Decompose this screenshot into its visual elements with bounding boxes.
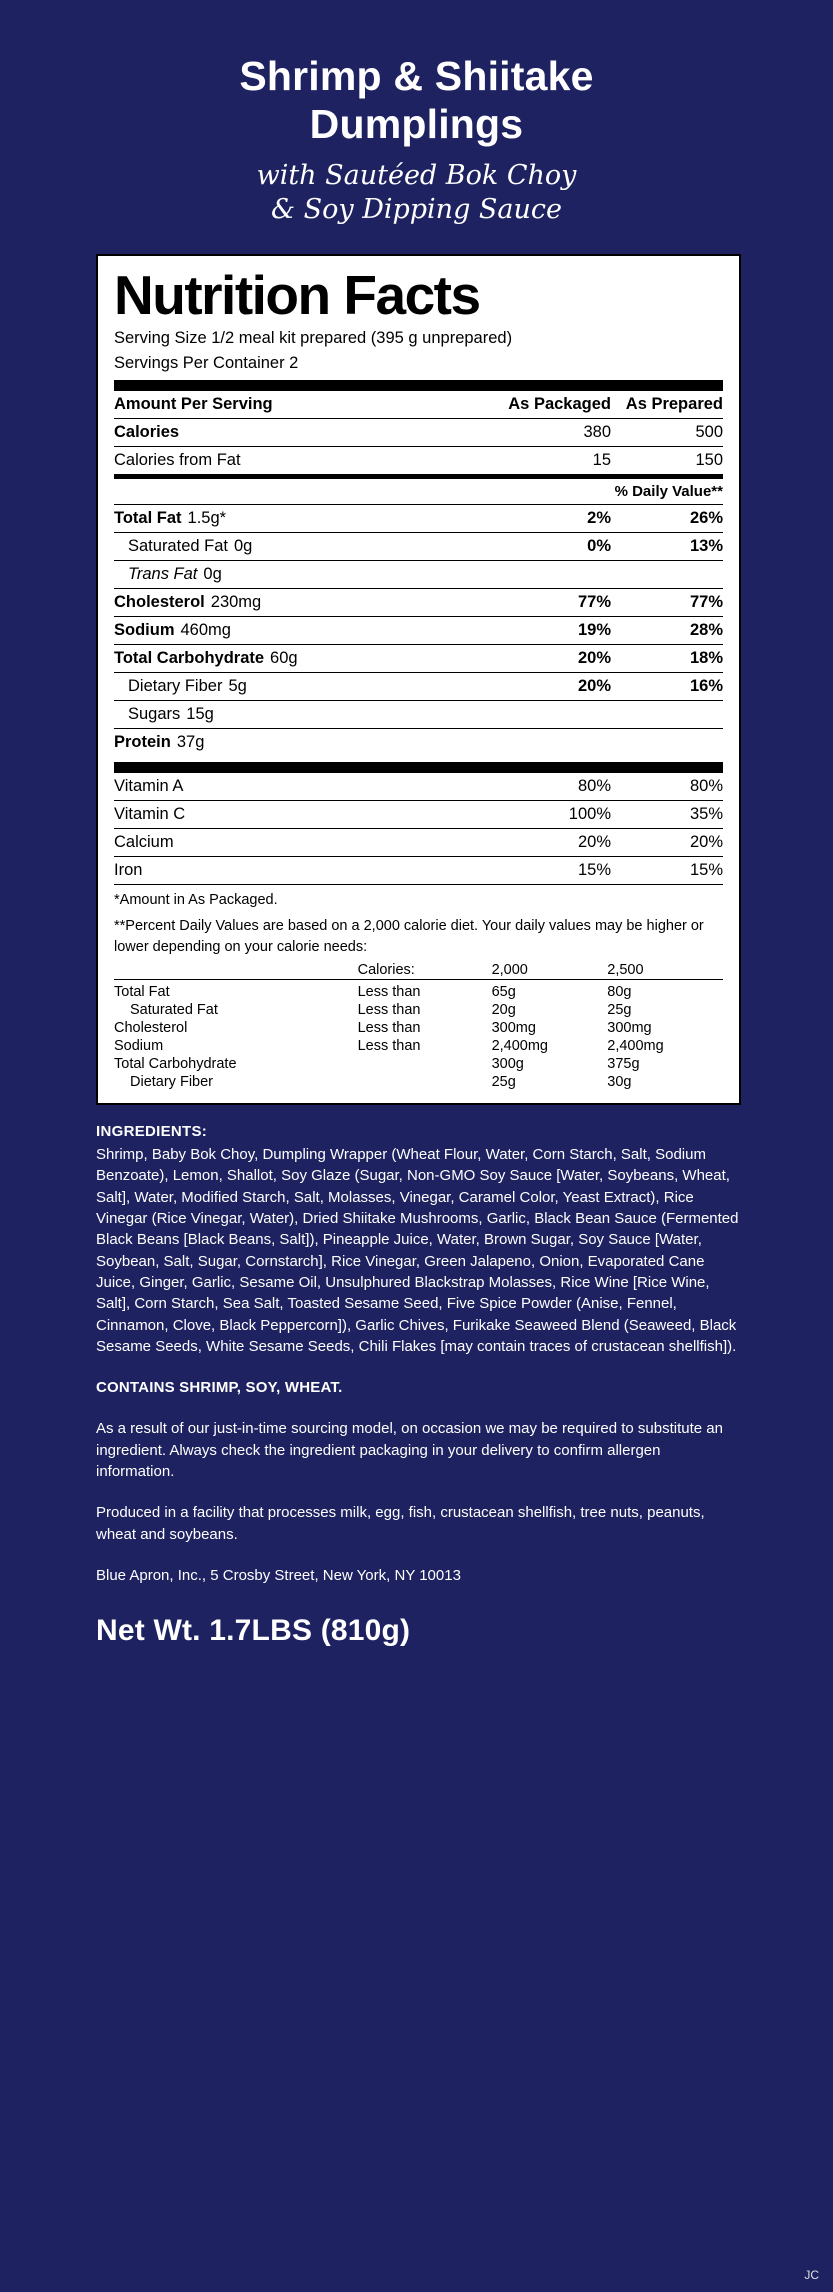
row-label-vitamin-c: Vitamin C	[114, 800, 471, 828]
row-label-sodium: Sodium	[114, 620, 175, 639]
amount-per-serving-label: Amount Per Serving	[114, 391, 471, 419]
dv-row-cholesterol	[114, 1019, 723, 1037]
table-row-calories	[114, 418, 723, 446]
cholesterol-packaged: 77%	[471, 588, 611, 616]
row-qty-total-fat: 1.5g*	[187, 508, 227, 527]
dv-2000-saturated-fat: 20g	[491, 1001, 516, 1018]
nutrition-table-header	[114, 391, 723, 419]
table-row-dietary-fiber	[114, 672, 723, 700]
iron-prepared: 15%	[611, 856, 723, 884]
ingredients-section	[96, 1121, 741, 1586]
daily-value-header-row	[114, 479, 723, 505]
dv-row-saturated-fat	[114, 1001, 723, 1019]
company-address: Blue Apron, Inc., 5 Crosby Street, New York, NY 10013	[96, 1566, 461, 1584]
dv-label-sodium: Sodium	[114, 1037, 164, 1054]
dv-table-header-row	[114, 961, 723, 980]
row-qty-sodium: 460mg	[180, 620, 231, 639]
dv-row-sodium	[114, 1037, 723, 1055]
substitution-notice: As a result of our just-in-time sourcing model, on occasion we may be required to substitute an ingredient. Always check the ingredient packaging in your delivery to confirm allergen information.	[96, 1420, 723, 1480]
nutrition-facts-title: Nutrition Facts	[114, 264, 480, 327]
calcium-prepared: 20%	[611, 828, 723, 856]
divider-thick-vitamins	[114, 762, 723, 773]
trans-fat-prepared	[611, 560, 723, 588]
row-label-total-carbohydrate: Total Carbohydrate	[114, 648, 265, 667]
table-row-calcium	[114, 828, 723, 856]
protein-prepared	[611, 728, 723, 756]
row-label-calories-from-fat: Calories from Fat	[114, 450, 241, 469]
dv-2000-total-carbohydrate: 300g	[491, 1055, 524, 1072]
footnote-daily-values: **Percent Daily Values are based on a 2,000 calorie diet. Your daily values may be higher or lower depending on your calorie needs:	[114, 917, 704, 955]
vitamin-a-prepared: 80%	[611, 773, 723, 801]
row-label-sugars: Sugars	[128, 704, 181, 723]
table-row-total-carbohydrate	[114, 644, 723, 672]
cholesterol-prepared: 77%	[611, 588, 723, 616]
calories-from-fat-packaged: 15	[592, 450, 611, 469]
table-row-calories-from-fat	[114, 446, 723, 474]
vitamin-c-prepared: 35%	[611, 800, 723, 828]
table-row-sugars	[114, 700, 723, 728]
sodium-packaged: 19%	[471, 616, 611, 644]
facility-allergen-notice: Produced in a facility that processes milk, egg, fish, crustacean shellfish, tree nuts, peanuts, wheat and soybeans.	[96, 1504, 705, 1543]
table-row-protein	[114, 728, 723, 756]
table-row-saturated-fat	[114, 532, 723, 560]
row-qty-protein: 37g	[176, 732, 205, 751]
table-row-cholesterol	[114, 588, 723, 616]
column-as-packaged: As Packaged	[471, 391, 611, 419]
daily-value-reference-table	[114, 961, 723, 1091]
corner-mark: JC	[804, 2268, 819, 2282]
calories-packaged: 380	[471, 418, 611, 446]
dv-2000-sodium: 2,400mg	[491, 1037, 548, 1054]
trans-fat-packaged	[471, 560, 611, 588]
dv-label-total-fat: Total Fat	[114, 983, 170, 1000]
row-label-cholesterol: Cholesterol	[114, 592, 205, 611]
dv-label-cholesterol: Cholesterol	[114, 1019, 188, 1036]
total-fat-prepared: 26%	[611, 504, 723, 532]
product-subtitle-line-1: with Sautéed Bok Choy	[256, 159, 577, 191]
table-row-vitamin-c	[114, 800, 723, 828]
dv-row-dietary-fiber	[114, 1073, 723, 1091]
dv-row-total-fat	[114, 983, 723, 1001]
row-qty-sugars: 15g	[186, 704, 214, 723]
dv-qual-sodium: Less than	[357, 1037, 421, 1054]
dietary-fiber-prepared: 16%	[611, 672, 723, 700]
dv-label-total-carbohydrate: Total Carbohydrate	[114, 1055, 237, 1072]
iron-packaged: 15%	[471, 856, 611, 884]
nutrition-values-table	[114, 479, 723, 756]
dv-qual-total-carbohydrate	[358, 1055, 492, 1073]
dv-qual-dietary-fiber	[358, 1073, 492, 1091]
dv-qual-cholesterol: Less than	[357, 1019, 421, 1036]
ingredients-list: Shrimp, Baby Bok Choy, Dumpling Wrapper (Wheat Flour, Water, Corn Starch, Salt, Sodium Benzoate), Lemon, Shallot, Soy Glaze (Sugar, Non-GMO Soy Sauce [Water, Soybeans, Wheat, Salt], Water, Modified Starch, Salt, Molasses, Vinegar, Caramel Color, Yeast Extract), Rice Vinegar (Rice Vinegar, Water), Dried Shiitake Mushrooms, Garlic, Black Bean Sauce (Fermented Black Beans [Black Beans, Salt]), Pineapple Juice, Water, Brown Sugar, Soy Sauce [Water, Soybean, Salt, Sugar, Cornstarch], Rice Vinegar, Green Jalapeno, Onion, Evaporated Cane Juice, Ginger, Garlic, Sesame Oil, Unsulphured Blackstrap Molasses, Rice Wine [Rice Wine, Salt], Corn Starch, Sea Salt, Toasted Sesame Seed, Five Spice Powder (Anise, Fennel, Cinnamon, Clove, Black Peppercorn]), Garlic Chives, Furikake Seaweed Blend (Seaweed, Black Sesame Seeds, White Sesame Seeds, Chili Flakes [may contain traces of crustacean shellfish]).	[96, 1146, 739, 1355]
dv-2500-dietary-fiber: 30g	[607, 1073, 632, 1090]
dv-header-2500: 2,500	[607, 961, 644, 978]
dv-2500-total-fat: 80g	[607, 983, 632, 1000]
dv-2500-total-carbohydrate: 375g	[607, 1055, 640, 1072]
row-label-total-fat: Total Fat	[114, 508, 182, 527]
nutrition-facts-panel	[96, 254, 741, 1105]
total-fat-packaged: 2%	[471, 504, 611, 532]
row-label-calories: Calories	[114, 422, 180, 441]
dv-2000-dietary-fiber: 25g	[491, 1073, 516, 1090]
row-label-calcium: Calcium	[114, 828, 471, 856]
dv-2000-cholesterol: 300mg	[491, 1019, 536, 1036]
dv-2500-saturated-fat: 25g	[607, 1001, 632, 1018]
dv-qual-saturated-fat: Less than	[357, 1001, 421, 1018]
row-label-iron: Iron	[114, 856, 471, 884]
row-qty-total-carbohydrate: 60g	[270, 648, 298, 667]
calcium-packaged: 20%	[471, 828, 611, 856]
saturated-fat-prepared: 13%	[611, 532, 723, 560]
allergen-contains-statement: CONTAINS SHRIMP, SOY, WHEAT.	[96, 1379, 343, 1397]
sugars-packaged	[471, 700, 611, 728]
sodium-prepared: 28%	[611, 616, 723, 644]
net-weight: Net Wt. 1.7LBS (810g)	[96, 1614, 411, 1648]
row-label-trans-fat: Trans Fat	[128, 564, 198, 583]
dv-header-calories: Calories:	[357, 961, 415, 978]
vitamin-c-packaged: 100%	[471, 800, 611, 828]
dv-header-blank	[114, 961, 358, 980]
row-label-saturated-fat: Saturated Fat	[128, 536, 228, 555]
product-title-block	[0, 0, 833, 236]
calories-prepared: 500	[611, 418, 723, 446]
column-as-prepared: As Prepared	[611, 391, 723, 419]
table-row-sodium	[114, 616, 723, 644]
table-row-trans-fat	[114, 560, 723, 588]
table-row-iron	[114, 856, 723, 884]
dv-qual-total-fat: Less than	[357, 983, 421, 1000]
row-qty-dietary-fiber: 5g	[228, 676, 247, 695]
dietary-fiber-packaged: 20%	[471, 672, 611, 700]
saturated-fat-packaged: 0%	[471, 532, 611, 560]
vitamins-table	[114, 773, 723, 885]
daily-value-header: % Daily Value**	[114, 479, 723, 505]
row-label-vitamin-a: Vitamin A	[114, 773, 471, 801]
row-qty-cholesterol: 230mg	[210, 592, 262, 611]
serving-size: Serving Size 1/2 meal kit prepared (395 g unprepared)	[114, 329, 513, 348]
product-title-line-1: Shrimp & Shiitake	[239, 53, 594, 99]
footnote-asterisk: *Amount in As Packaged.	[114, 891, 278, 908]
total-carbohydrate-prepared: 18%	[611, 644, 723, 672]
dv-2500-sodium: 2,400mg	[607, 1037, 664, 1054]
dv-label-dietary-fiber: Dietary Fiber	[130, 1073, 213, 1090]
product-subtitle-line-2: & Soy Dipping Sauce	[270, 193, 563, 225]
dv-header-2000: 2,000	[491, 961, 528, 978]
vitamin-a-packaged: 80%	[471, 773, 611, 801]
table-row-total-fat	[114, 504, 723, 532]
row-qty-trans-fat: 0g	[203, 564, 222, 583]
protein-packaged	[471, 728, 611, 756]
nutrition-main-table	[114, 391, 723, 474]
servings-per-container: Servings Per Container 2	[114, 353, 299, 372]
calories-from-fat-prepared: 150	[695, 450, 723, 469]
product-title-line-2: Dumplings	[309, 101, 524, 148]
ingredients-heading: INGREDIENTS:	[96, 1122, 208, 1140]
total-carbohydrate-packaged: 20%	[471, 644, 611, 672]
dv-row-total-carbohydrate	[114, 1055, 723, 1073]
dv-label-saturated-fat: Saturated Fat	[130, 1001, 218, 1018]
row-label-protein: Protein	[114, 732, 171, 751]
table-row-vitamin-a	[114, 773, 723, 801]
dv-2500-cholesterol: 300mg	[607, 1019, 652, 1036]
row-qty-saturated-fat: 0g	[233, 536, 253, 555]
row-label-dietary-fiber: Dietary Fiber	[128, 676, 223, 695]
dv-2000-total-fat: 65g	[491, 983, 516, 1000]
divider-thick-top	[114, 380, 723, 391]
sugars-prepared	[611, 700, 723, 728]
